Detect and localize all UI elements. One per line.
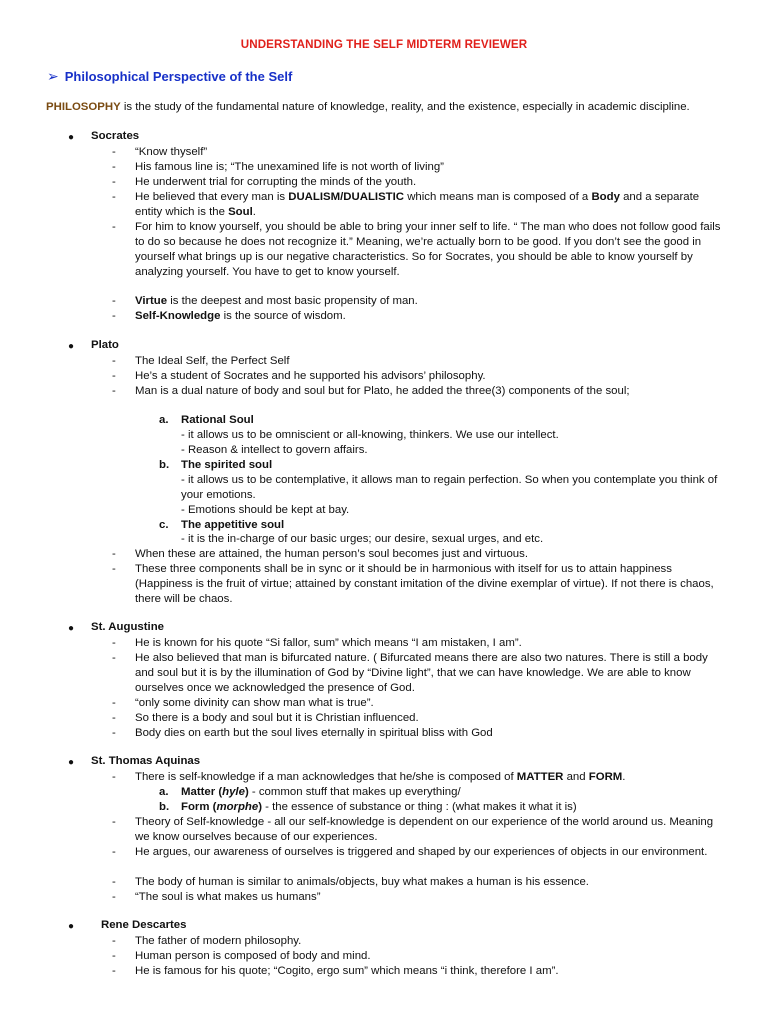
section-heading-text: Philosophical Perspective of the Self: [64, 69, 293, 84]
descartes-heading: Rene Descartes: [101, 919, 187, 931]
augustine-heading: St. Augustine: [91, 621, 164, 633]
document-page: UNDERSTANDING THE SELF MIDTERM REVIEWER ➢ Philosophical Perspective of the Self PHILOSOPHY is the study of the fundamental nature of knowledge, reality, and the existence, especially in academic discipline. ● Socrates - “Know thyself” - His famous line is; “The unexamined life is not worth of living” - He underwent trial for corrupting the minds of the youth. - He believed that every man is DUALISM/DUALISTIC which means man is composed of a Body and a separate entity which is the Soul. - For him to know yourself, you should be able to bring your inner self to life. “ The man who does not follow good fails to do so because he does not recognize it.” Meaning, we’re actually born to be good. If you don’t see the good in yourself what brings up is our negative characteristics. So for Socrates, you should be able to know yourself by analyzing yourself. You have to get to know yourself. - Virtue is the deepest and most basic propensity of man. - Self-Knowledge is the source of wisdom. ● Plato - The Ideal Self, the Perfect Self - He’s a student of Socrates and he supported his advisors’ philosophy. - Man is a dual nature of body and soul but for Plato, he added the three(3) components of the soul; a. Rational Soul - it allows us to be omniscient or all-knowing, thinkers. We use our intellect. - Reason & intellect to govern affairs. b. The spirited soul - it allows us to be contemplative, it allows man to regain perfection. So when you contemplate you think of your emotions. - Emotions should be kept at bay. c. The appetitive soul - it is the in-charge of our basic urges; our desire, sexual urges, and etc. - When these are attained, the human person’s soul becomes just and virtuous. - These three components shall be in sync or it should be in harmonious with itself for us to attain happiness (Happiness is the fruit of virtue; attained by constant imitation of the divine exemplar of virtue). If not there is chaos, there will be chaos. ● St. Augustine - He is known for his quote “Si fallor, sum” which means “I am mistaken, I am”. - He also believed that man is bifurcated nature. ( Bifurcated means there are also two natures. There is still a body and soul but it is by the illumination of God by “Divine light”, that we can have knowledge. We are able to know ourselves once we acknowledged the presence of God. - “only some divinity can show man what is true”. - So there is a body and soul but it is Christian influenced. - Body dies on earth but the soul lives eternally in spiritual bliss with God ● St. Thomas Aquinas - There is self-knowledge if a man acknowledges that he/she is composed of MATTER and FORM. a. Matter (hyle) - common stuff that makes up everything/ b. Form (morphe) - the essence of substance or thing : (what makes it what it is) - Theory of Self-knowledge - all our self-knowledge is dependent on our experience of the world around us. Meaning we know ourselves because of our experiences. - He argues, our awareness of ourselves is triggered and shaped by our experiences of objects in our environment. - The body of human is similar to animals/objects, buy what makes a human is his essence. - “The soul is what makes us humans” ● Rene Descartes - The father of modern philosophy. - Human person is composed of body and mind. - He is famous for his quote; “Cogito, ergo sum” which means “i think, therefore I am”.: [0, 0, 768, 1024]
sublist-detail: - it is the in-charge of our basic urges; our desire, sexual urges, and etc.: [181, 533, 544, 545]
section-heading: [47, 68, 292, 85]
bullet-icon: ●: [68, 921, 75, 932]
sublist-detail: - it allows us to be omniscient or all-knowing, thinkers. We use our intellect.: [181, 429, 559, 441]
bullet-icon: ●: [68, 623, 75, 634]
aquinas-heading: St. Thomas Aquinas: [91, 755, 201, 767]
socrates-heading: Socrates: [91, 130, 140, 142]
plato-heading: Plato: [91, 339, 119, 351]
sublist-detail: - Emotions should be kept at bay.: [181, 504, 350, 516]
document-title: UNDERSTANDING THE SELF MIDTERM REVIEWER: [240, 38, 528, 51]
arrow-bullet-icon: ➢: [47, 68, 59, 84]
bullet-icon: ●: [68, 341, 75, 352]
philosophy-definition: is the study of the fundamental nature of knowledge, reality, and the existence, especially in academic discipline.: [120, 101, 690, 113]
bullet-icon: ●: [68, 132, 75, 143]
intro-paragraph: [46, 100, 736, 115]
philosophy-term: PHILOSOPHY: [46, 101, 121, 113]
bullet-icon: ●: [68, 757, 75, 768]
sublist-detail: - Reason & intellect to govern affairs.: [181, 444, 368, 456]
sublist-detail: - it allows us to be contemplative, it allows man to regain perfection. So when you contemplate you think of your emotions.: [181, 474, 718, 501]
